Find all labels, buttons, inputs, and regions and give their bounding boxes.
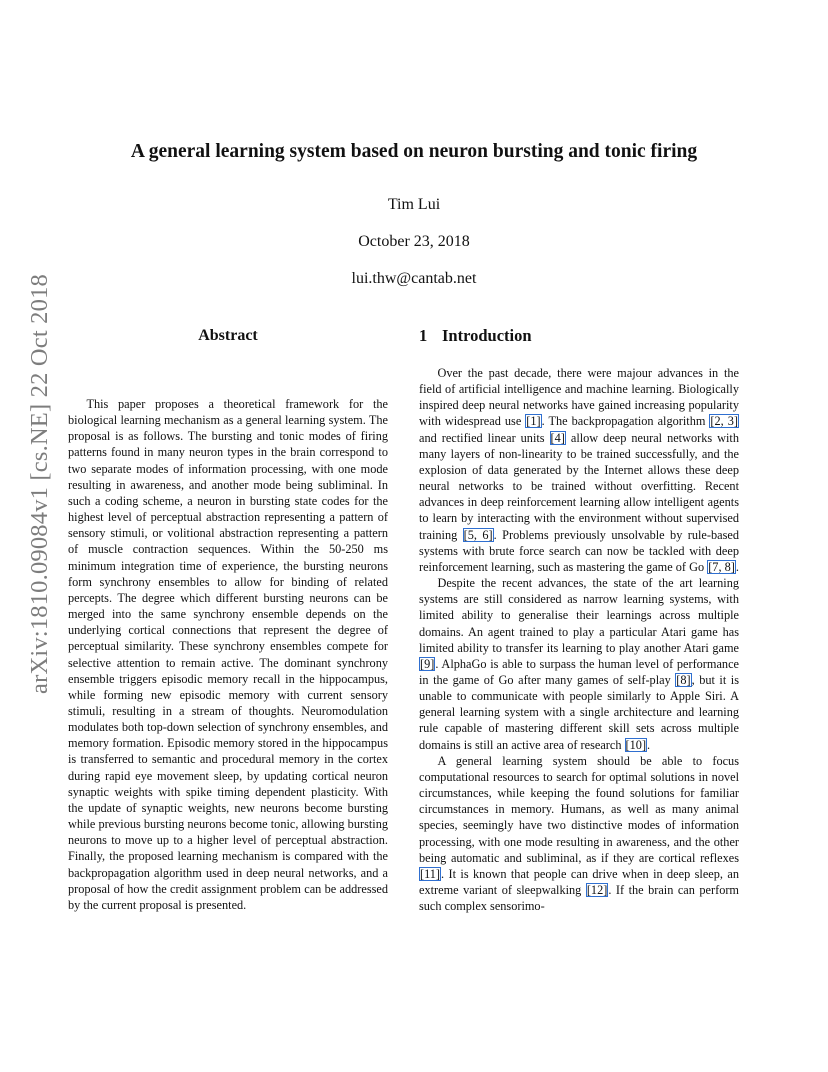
citation-link[interactable]: [9]: [420, 656, 435, 671]
section-number: 1: [419, 326, 428, 345]
text-span: allow deep neural networks with many layers of non-linearity to be trained successfully, and the explosion of data generated by the Internet allows these deep neural networks to be trained without overfitting. Recent advances in deep reinforcement learning allow intelligent agents to learn by interacting with the environment without supervised training: [419, 430, 739, 542]
abstract-column: [68, 326, 388, 913]
abstract-text: This paper proposes a theoretical framework for the biological learning mechanism as a general learning system. The proposal is as follows. The bursting and tonic modes of firing patterns found in many neuron types in the brain correspond to two separate modes of information processing, with one mode resulting in awareness, and another mode being subliminal. In such a coding scheme, a neuron in bursting state codes for the highest level of perceptual abstraction representing a pattern of sensory stimuli, or volitional abstraction representing a pattern of muscle contraction sequences. Within the 50-250 ms minimum integration time of experience, the bursting neurons form synchrony ensembles to allow for binding of related percepts. The degree which different bursting neurons can be merged into the same synchrony ensemble depends on the underlying cortical connections that represent the degree of perceptual similarity. These synchrony ensembles compete for selective attention to remain active. The dominant synchrony ensemble triggers episodic memory recall in the hippocampus, while forming new episodic memory with current sensory stimuli, resulting in a stream of thoughts. Neuromodulation modulates both top-down selection of synchrony ensembles, and memory formation. Episodic memory stored in the hippocampus is transferred to semantic and procedural memory in the cortex during rapid eye movement sleep, by updating cortical neuron synaptic weights with spike timing dependent plasticity. With the update of synaptic weights, new neurons become bursting while previous bursting neurons become tonic, allowing bursting neurons to move up to a higher level of perceptual abstraction. Finally, the proposed learning mechanism is compared with the backpropagation algorithm used in deep neural networks, and a proposal of how the credit assignment problem can be addressed by the current proposal is presented.: [68, 397, 388, 912]
text-span: . AlphaGo is able to surpass the human level of performance in the game of Go after many games of self-play: [419, 656, 739, 687]
paper-date: October 23, 2018: [358, 233, 470, 250]
abstract-heading: Abstract: [198, 327, 258, 344]
paper-title: A general learning system based on neuron bursting and tonic firing: [130, 141, 698, 162]
text-span: and rectified linear units: [419, 430, 550, 445]
citation-link[interactable]: [8]: [676, 672, 691, 687]
text-span: A general learning system should be able to focus computational resources to search for optimal solutions in novel circumstances, while keeping the found solutions for familiar circumstances in memory. Humans, as well as many animal species, seemingly have two distinctive modes of information processing, with one mode resulting in awareness, and the other being automatic and subliminal, as if they are cortical reflexes: [419, 753, 739, 865]
author-email: lui.thw@cantab.net: [351, 270, 477, 287]
text-span: Despite the recent advances, the state of the art learning systems are still considered as narrow learning systems, with limited ability to generalise their learnings across multiple domains. An agent trained to play a particular Atari game has limited ability to transfer its learning to play another Atari game: [419, 576, 739, 655]
section-title: Introduction: [442, 326, 532, 345]
text-span: . The backpropagation algorithm: [541, 414, 710, 429]
citation-link[interactable]: [1]: [526, 414, 541, 429]
section-heading: [419, 326, 739, 346]
text-span: , but it is unable to communicate with people similarly to Apple Siri. A general learning system with a single architecture and learning rule capable of mastering different skill sets across multiple domains is still an active area of research: [419, 672, 739, 752]
introduction-column: [419, 326, 739, 914]
text-span: . It is known that people can drive when in deep sleep, an extreme variant of sleepwalking: [419, 866, 739, 897]
intro-paragraph-2: [419, 575, 739, 753]
text-span: . If the brain can perform such complex sensorimo-: [419, 883, 739, 914]
intro-paragraph-1: [419, 365, 739, 575]
arxiv-side-stamp: [24, 274, 56, 694]
text-span: .: [735, 559, 739, 574]
citation-link[interactable]: [11]: [420, 866, 441, 881]
text-span: .: [647, 737, 651, 752]
citation-link[interactable]: [4]: [550, 430, 565, 445]
citation-link[interactable]: [10]: [625, 737, 647, 752]
author-name: Tim Lui: [387, 196, 441, 213]
arxiv-identifier: arXiv:1810.09084v1 [cs.NE] 22 Oct 2018: [26, 274, 53, 694]
citation-link[interactable]: [7, 8]: [708, 559, 735, 574]
text-span: . Problems previously unsolvable by rule-based systems with brute force search can now be tackled with deep reinforcement learning, such as mastering the game of Go: [419, 527, 739, 574]
citation-link[interactable]: [2, 3]: [710, 414, 738, 429]
intro-paragraph-3: [419, 753, 739, 915]
citation-link[interactable]: [5, 6]: [463, 527, 493, 542]
text-span: Over the past decade, there were majour advances in the field of artificial intelligence and machine learning. Biologically inspired deep neural networks have gained increasing popularity with widespread use: [419, 366, 739, 429]
citation-link[interactable]: [12]: [586, 883, 608, 897]
